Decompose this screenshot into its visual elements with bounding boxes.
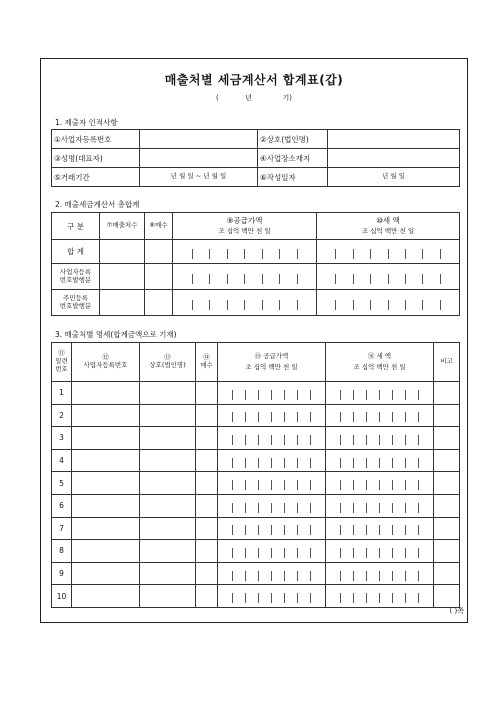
cell-tax[interactable]: [326, 494, 434, 517]
row-business-line2: 번호발행분: [59, 275, 92, 284]
cell-supply[interactable]: [218, 517, 326, 540]
serial-number: 8: [52, 540, 72, 563]
cell-sheets[interactable]: [196, 517, 218, 540]
tax3-units: 조 십억 백만 천 일: [353, 362, 406, 371]
cell-remark[interactable]: [434, 585, 460, 608]
cell-tax[interactable]: [326, 562, 434, 585]
input-address[interactable]: [328, 149, 460, 168]
cell-sheets[interactable]: [196, 585, 218, 608]
cell-sheets[interactable]: [196, 404, 218, 427]
detail-table: [51, 342, 460, 608]
bizno-label: 사업자등록번호: [83, 361, 128, 369]
sheets-label: 매수: [200, 361, 213, 369]
cell-bizno[interactable]: [72, 494, 140, 517]
serial-number: 7: [52, 517, 72, 540]
cell-remark[interactable]: [434, 449, 460, 472]
cell-bizno[interactable]: [72, 382, 140, 405]
cell-bizno[interactable]: [72, 517, 140, 540]
cell-supply[interactable]: [218, 404, 326, 427]
label-address: ④사업장소재지: [258, 149, 328, 168]
row-resident-line1: 주민등록: [62, 293, 89, 302]
tax-label: ⑩세 액: [376, 216, 400, 226]
table-row: [52, 449, 460, 472]
table-row: [52, 404, 460, 427]
header-serial: [52, 343, 72, 382]
header-name: [140, 343, 196, 382]
input-period[interactable]: 년 월 일 ~ 년 월 일: [140, 168, 258, 187]
submitter-table: [51, 129, 460, 187]
supply-label: ⑨공급가액: [226, 216, 263, 226]
cell-remark[interactable]: [434, 404, 460, 427]
cell-name[interactable]: [140, 585, 196, 608]
header-tax3: [326, 343, 434, 382]
form-title: 매출처별 세금계산서 합계표(갑): [164, 73, 344, 87]
cell-business-count[interactable]: [100, 264, 145, 290]
cell-bizno[interactable]: [72, 404, 140, 427]
cell-tax[interactable]: [326, 472, 434, 495]
cell-bizno[interactable]: [72, 585, 140, 608]
serial-number: 2: [52, 404, 72, 427]
cell-name[interactable]: [140, 517, 196, 540]
cell-resident-supply[interactable]: [173, 290, 317, 316]
table-row: [52, 585, 460, 608]
name-mark: ⑬: [164, 353, 171, 362]
tax3-label: ⑯ 세 액: [367, 351, 392, 360]
cell-name[interactable]: [140, 404, 196, 427]
header-supply: [173, 213, 317, 240]
cell-total-supply[interactable]: [173, 240, 317, 264]
table-row: [52, 517, 460, 540]
serial-line2: 번호: [55, 364, 68, 373]
serial-number: 5: [52, 472, 72, 495]
year-label: 년: [245, 94, 252, 102]
cell-remark[interactable]: [434, 427, 460, 450]
cell-sheets[interactable]: [196, 427, 218, 450]
cell-remark[interactable]: [434, 517, 460, 540]
row-total-label: 합 계: [52, 240, 100, 264]
supply3-units: 조 십억 백만 천 일: [245, 362, 298, 371]
cell-total-count[interactable]: [100, 240, 145, 264]
label-company: ②상호(법인명): [258, 130, 328, 149]
cell-total-sheets[interactable]: [145, 240, 173, 264]
serial-line1: 일련: [55, 357, 68, 366]
label-date: ⑥작성일자: [258, 168, 328, 187]
sheets-mark: ⑭: [203, 353, 210, 362]
row-business-label: [52, 264, 100, 290]
row-resident-label: [52, 290, 100, 316]
header-gubun: 구 분: [52, 213, 100, 240]
label-rep: ③성명(대표자): [52, 149, 140, 168]
cell-remark[interactable]: [434, 494, 460, 517]
cell-resident-tax[interactable]: [317, 290, 460, 316]
cell-name[interactable]: [140, 472, 196, 495]
cell-sheets[interactable]: [196, 382, 218, 405]
cell-name[interactable]: [140, 494, 196, 517]
cell-remark[interactable]: [434, 540, 460, 563]
input-rep[interactable]: [140, 149, 258, 168]
header-bizno: [72, 343, 140, 382]
section1-heading: 1. 제출자 인적사항: [55, 118, 118, 127]
header-sheets: ⑧매수: [145, 213, 173, 240]
cell-sheets[interactable]: [196, 494, 218, 517]
cell-remark[interactable]: [434, 472, 460, 495]
table-row: [52, 540, 460, 563]
year-open: (: [216, 94, 219, 102]
cell-supply[interactable]: [218, 472, 326, 495]
table-row: [52, 562, 460, 585]
table-row: [52, 427, 460, 450]
table-row: [52, 494, 460, 517]
cell-supply[interactable]: [218, 562, 326, 585]
input-date[interactable]: 년 월 일: [328, 168, 460, 187]
header-count: ⑦매출처수: [100, 213, 145, 240]
cell-name[interactable]: [140, 540, 196, 563]
cell-business-supply[interactable]: [173, 264, 317, 290]
cell-bizno[interactable]: [72, 540, 140, 563]
cell-bizno[interactable]: [72, 562, 140, 585]
cell-tax[interactable]: [326, 427, 434, 450]
cell-sheets[interactable]: [196, 472, 218, 495]
cell-remark[interactable]: [434, 562, 460, 585]
row-resident-line2: 번호발행분: [59, 301, 92, 310]
cell-name[interactable]: [140, 449, 196, 472]
form-period: [41, 93, 467, 103]
header-sheets3: [196, 343, 218, 382]
cell-supply[interactable]: [218, 585, 326, 608]
cell-name[interactable]: [140, 382, 196, 405]
form-frame: [40, 58, 468, 623]
section2-heading: 2. 매출세금계산서 총합계: [55, 200, 140, 209]
header-tax: [317, 213, 460, 240]
label-period: ⑤거래기간: [52, 168, 140, 187]
cell-sheets[interactable]: [196, 540, 218, 563]
cell-supply[interactable]: [218, 382, 326, 405]
cell-name[interactable]: [140, 562, 196, 585]
cell-supply[interactable]: [218, 449, 326, 472]
cell-tax[interactable]: [326, 449, 434, 472]
cell-business-sheets[interactable]: [145, 264, 173, 290]
section3-heading: 3. 매출처별 명세(합계금액으로 기재): [55, 330, 177, 339]
cell-tax[interactable]: [326, 382, 434, 405]
cell-total-tax[interactable]: [317, 240, 460, 264]
serial-number: 3: [52, 427, 72, 450]
label-bizno: ①사업자등록번호: [52, 130, 140, 149]
cell-tax[interactable]: [326, 585, 434, 608]
cell-tax[interactable]: [326, 540, 434, 563]
cell-business-tax[interactable]: [317, 264, 460, 290]
bizno-mark: ⑫: [102, 353, 109, 362]
cell-remark[interactable]: [434, 382, 460, 405]
period-label: 기): [282, 94, 292, 102]
supply-units: 조 십억 백만 천 일: [218, 227, 271, 236]
cell-name[interactable]: [140, 427, 196, 450]
page-number: ( )쪽: [449, 607, 464, 615]
serial-mark: ⑪: [58, 349, 65, 358]
name-label: 상호(법인명): [149, 361, 186, 369]
table-row: [52, 472, 460, 495]
serial-number: 4: [52, 449, 72, 472]
cell-tax[interactable]: [326, 517, 434, 540]
serial-number: 1: [52, 382, 72, 405]
cell-supply[interactable]: [218, 540, 326, 563]
cell-sheets[interactable]: [196, 449, 218, 472]
tax-units: 조 십억 백만 천 일: [361, 227, 415, 236]
supply3-label: ⑮ 공급가액: [254, 351, 289, 360]
cell-resident-sheets[interactable]: [145, 290, 173, 316]
table-row: [52, 382, 460, 405]
cell-sheets[interactable]: [196, 562, 218, 585]
serial-number: 10: [52, 585, 72, 608]
cell-supply[interactable]: [218, 427, 326, 450]
serial-number: 6: [52, 494, 72, 517]
input-bizno[interactable]: [140, 130, 258, 149]
cell-bizno[interactable]: [72, 472, 140, 495]
header-supply3: [218, 343, 326, 382]
serial-number: 9: [52, 562, 72, 585]
cell-tax[interactable]: [326, 404, 434, 427]
cell-bizno[interactable]: [72, 449, 140, 472]
header-remark: 비고: [434, 343, 460, 382]
row-business-line1: 사업자등록: [59, 267, 92, 276]
cell-bizno[interactable]: [72, 427, 140, 450]
cell-supply[interactable]: [218, 494, 326, 517]
input-company[interactable]: [328, 130, 460, 149]
cell-resident-count[interactable]: [100, 290, 145, 316]
total-table: [51, 212, 460, 316]
